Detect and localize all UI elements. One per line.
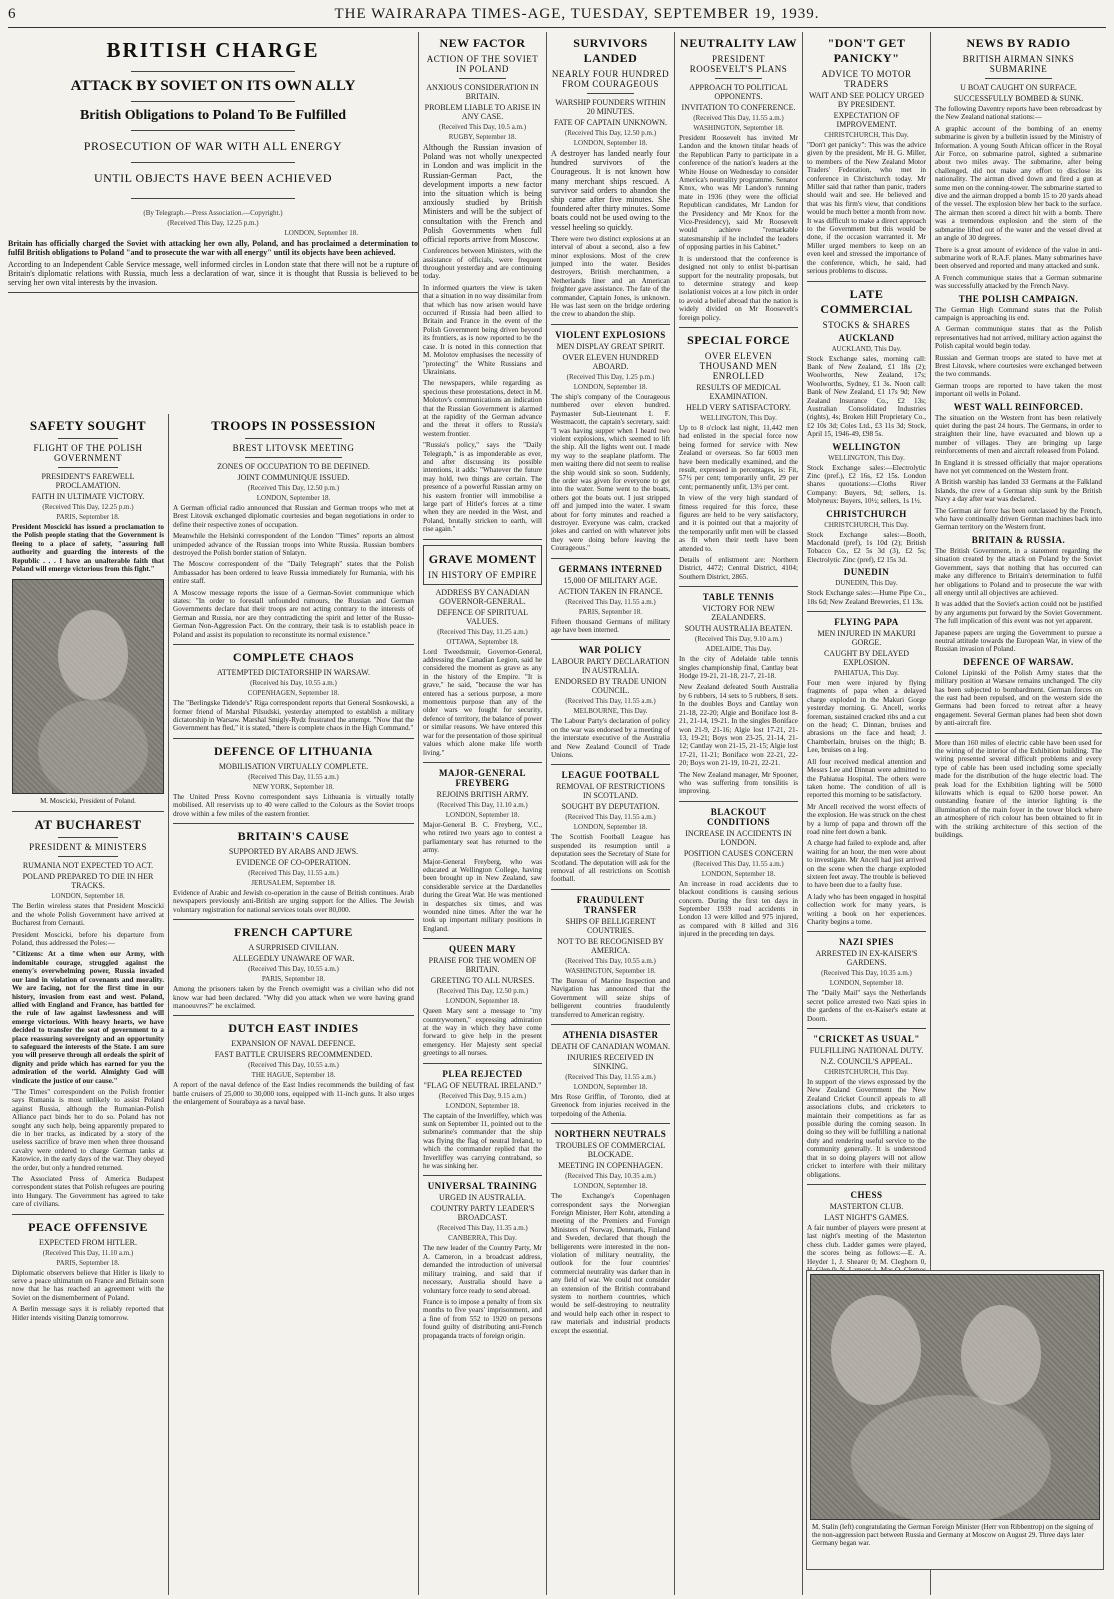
defence-warsaw-head: DEFENCE OF WARSAW. xyxy=(963,656,1074,667)
freyberg-headline: MAJOR-GENERAL FREYBERG xyxy=(439,767,526,788)
bucharest-headline: AT BUCHAREST xyxy=(34,817,142,833)
polish-campaign-head: THE POLISH CAMPAIGN. xyxy=(958,293,1079,304)
radio-body-14: It was added that the Soviet's action could not be justified by any arguments put forward by the Soviet Government. The full implication of this event was not yet apparent. xyxy=(935,600,1102,626)
christchurch-body: Stock Exchange sales:—Booth, Macdonald (pref), 1s 10d (2); British Tobacco Co., £2 5s 3d (3), £2 5s; Electrolytic Zinc (pref), £2 15s 3d. xyxy=(807,530,926,564)
chaos-headline: COMPLETE CHAOS xyxy=(232,650,355,665)
grave-dateline: OTTAWA, September 18. xyxy=(446,637,519,646)
lead-deck-3: PROSECUTION OF WAR WITH ALL ENERGY xyxy=(83,139,343,153)
radio-body-4: A French communique states that a German submarine was successfully attacked by the French Navy. xyxy=(935,273,1102,291)
violent-sub-1: MEN DISPLAY GREAT SPIRIT. xyxy=(556,341,665,351)
plea-received: (Received This Day, 9.15 a.m.) xyxy=(438,1091,527,1100)
radio-body-16: Colonel Lipinski of the Polish Army states that the military position at Warsaw remains unchanged. The city has been subjected to bombardment. German forces on the east had been repulsed, and on the western side the Germans had been forced to retreat after a heavy engagement. Several German planes had been shot down by anti-aircraft fire. xyxy=(935,668,1102,728)
bucharest-body-3: "Citizens: At a time when our Army, with indomitable courage, struggled against the enemy's overwhelming power, Russia invaded our land in violation of covenants and morality. We are facing, not for the first time in our history, invasion from east and west. Poland, allied with England and France, has battled for the rule of law against lawlessness and will emerge victorious. With heavy hearts, we have decided to transfer the seat of government to a place reassuring sovereignty and an opportunity to safeguard the interests of the State. I am sure you will preserve through all ordeals the spirit of dignity and pride which has earned for you the admiration of the world. Almighty God will vindicate the justice of our cause." xyxy=(12,950,164,1085)
auckland-body: Stock Exchange sales, morning call: Bank of New Zealand, £1 18s (2); Woolworths, New Zealand, 17s; Woolworths, Sydney, £1 3s. Noon call: Bank of New Zealand, £1 17s 9d; New Zealand Insurance Co., £2 13s; Australian Consolidated Industries (rights), 4s; Broken Hill Proprietary Co., £2 10s 3d; Coles Ltd., £3 11s 3d; Stock, April 15, 1946-49, £98 5s. xyxy=(807,354,926,439)
neutrality-sub-2: INVITATION TO CONFERENCE. xyxy=(681,103,796,112)
newspaper-title: THE WAIRARAPA TIMES-AGE, TUESDAY, SEPTEMBER 19, 1939. xyxy=(334,6,820,22)
french-capture-sub-2: ALLEGEDLY UNAWARE OF WAR. xyxy=(232,954,355,964)
grave-sub-2: DEFENCE OF SPIRITUAL VALUES. xyxy=(436,607,529,626)
troops-headline: TROOPS IN POSSESSION xyxy=(211,418,376,433)
bucharest-body-1: The Berlin wireless states that President Moscicki and the whole Polish Government have arrived at Bucharest from Cernauti. xyxy=(12,902,164,928)
commercial-headline: LATE COMMERCIAL xyxy=(820,286,913,316)
lithuania-sub: MOBILISATION VIRTUALLY COMPLETE. xyxy=(218,761,369,771)
left-block xyxy=(8,32,418,1595)
flying-body-3: Mr Ancell received the worst effects of the explosion. He was struck on the chest by a lump of papa and thrown off the road nine feet down a bank. xyxy=(807,802,926,836)
moscicki-caption: M. Moscicki, President of Poland. xyxy=(40,797,136,806)
lead-deck-2: British Obligations to Poland To Be Fulfilled xyxy=(79,108,347,123)
neutrality-body-2: It is understood that the conference is designed not only to enlist bi-partisan support for the neutrality proposals, but to determine strategy and keep isolationist voices at a low pitch in order to avoid a belief abroad that the nation is widely divided on Mr Roosevelt's foreign policy. xyxy=(679,254,798,322)
masthead xyxy=(8,6,1106,28)
violent-received: (Received This Day, 1.25 p.m.) xyxy=(566,372,655,381)
grave-box xyxy=(423,545,542,585)
northern-sub-1: TROUBLES OF COMMERCIAL BLOCKADE. xyxy=(555,1141,666,1160)
troops-body-3: The Moscow correspondent of the "Daily Telegraph" states that the Polish Ambassador has been ordered to leave Russia immediately for Rumania, with his entire staff. xyxy=(173,560,414,586)
safety-deck: FLIGHT OF THE POLISH GOVERNMENT xyxy=(33,443,143,463)
stalin-photo-block xyxy=(806,1270,1104,1570)
training-dateline: CANBERRA, This Day. xyxy=(448,1234,517,1243)
plea-headline: PLEA REJECTED xyxy=(442,1068,523,1079)
training-sub-2: COUNTRY PARTY LEADER'S BROADCAST. xyxy=(430,1204,535,1223)
new-factor-received: (Received This Day, 10.5 a.m.) xyxy=(438,123,527,131)
special-sub-1: RESULTS OF MEDICAL EXAMINATION. xyxy=(696,382,781,401)
cricket-sub-2: N.Z. COUNCIL'S APPEAL. xyxy=(820,1057,913,1067)
britains-cause-sub-2: EVIDENCE OF CO-OPERATION. xyxy=(236,857,351,867)
blackout-body: An increase in road accidents due to blackout conditions is causing serious concern. During the first ten days in September 1939 road accidents in London 13 were killed and 975 injured, as compared with 8 killed and 316 injured in the preceding ten days. xyxy=(679,879,798,939)
new-factor-body-2: Conferences between Ministers, with the assistance of officials, were frequent throughout yesterday and are continuing today. xyxy=(423,247,542,281)
plea-body: The captain of the Inverliffey, which was sunk on September 11, pointed out to the submarine's commander that the ship was flying the flag of neutral Ireland, to which the commander replied that the Inverliffey was carrying contraband, so he was sinking her. xyxy=(423,1111,542,1171)
bucharest-deck: PRESIDENT & MINISTERS xyxy=(29,842,147,853)
cricket-headline: "CRICKET AS USUAL" xyxy=(813,1034,920,1045)
war-policy-received: (Received This Day, 11.55 a.m.) xyxy=(565,697,656,706)
neutrality-headline: NEUTRALITY LAW xyxy=(680,36,797,50)
troops-deck: BREST LITOVSK MEETING xyxy=(232,443,355,453)
lead-para-2: According to an Independent Cable Service message, well informed circles in London state that there will not be a rupture of Britain's diplomatic relations with Russia, much less a declaration of war, since it is thought that Russia is believed to be serving her own vital interests by the invasion. xyxy=(8,260,418,287)
grave-received: (Received This Day, 11.25 a.m.) xyxy=(437,627,528,636)
peace-headline: PEACE OFFENSIVE xyxy=(28,1219,148,1234)
chess-headline: CHESS xyxy=(850,1189,883,1200)
radio-body-15: Japanese papers are urging the Government to pursue a neutral attitude towards the European War, in view of the Russian invasion of Poland. xyxy=(935,628,1102,654)
league-sub-2: SOUGHT BY DEPUTATION. xyxy=(561,802,660,812)
radio-sub-2: SUCCESSFULLY BOMBED & SUNK. xyxy=(953,94,1084,103)
radio-body-12: The German air force has been outclassed by the French, who have continually driven German machines back into German territory on the Western front. xyxy=(935,506,1102,532)
germans-body: Fifteen thousand Germans of military age have been interned. xyxy=(551,617,670,635)
radio-body-9: The situation on the Western front has been relatively quiet during the past 24 hours. The Germans, in order to straighten their line, have evacuated and blown up a number of villages. They are bringing up large reinforcements of men and aircraft released from Poland. xyxy=(935,413,1102,456)
war-policy-sub-2: ENDORSED BY TRADE UNION COUNCIL. xyxy=(554,677,667,696)
flying-sub-1: MEN INJURED IN MAKURI GORGE. xyxy=(817,629,916,648)
troops-received: (Received This Day, 12.50 p.m.) xyxy=(247,484,340,492)
chess-sub-2: LAST NIGHT'S GAMES. xyxy=(824,1212,909,1222)
radio-body-6: A German communique states that as the Polish representatives had not arrived, military action against the Polish capital would begin today. xyxy=(935,325,1102,351)
special-headline: SPECIAL FORCE xyxy=(687,332,790,347)
lithuania-headline: DEFENCE OF LITHUANIA xyxy=(214,743,373,758)
flying-body-4: A charge had failed to explode and, after waiting for an hour, the men were about to investigate. Mr Ancell had just arrived on the scene when the charge exploded sixteen feet away. The trouble is believed to have been due to a faulty fuse. xyxy=(807,839,926,890)
bucharest-body-4: "The Times" correspondent on the Polish frontier says Rumania is most unlikely to assist Poland against Russia, although the Rumanian-Polish Alliance pact binds her to do so. Poland has not sought any such help, being apparently prepared to die in her tracks, as indicated by a story of the useless sacrifice of brave men when three thousand cavalry were ordered to charge German tanks at Katowice, in the early days of the war. They obeyed the order, but only a hundred returned. xyxy=(12,1087,164,1172)
war-policy-headline: WAR POLICY xyxy=(578,645,643,656)
stalin-caption: M. Stalin (left) congratulating the German Foreign Minister (Herr von Ribbentrop) on the signing of the non-aggression pact between Russia and Germany at Moscow on August 29. Three days later Germany began war. xyxy=(812,1523,1094,1547)
nazi-received: (Received This Day, 10.35 a.m.) xyxy=(821,969,912,978)
blackout-sub-1: INCREASE IN ACCIDENTS IN LONDON. xyxy=(685,828,792,847)
dunedin-head: DUNEDIN xyxy=(843,567,890,578)
lead-deck-4: UNTIL OBJECTS HAVE BEEN ACHIEVED xyxy=(94,171,332,185)
grave-deck: IN HISTORY OF EMPIRE xyxy=(428,569,537,580)
britain-russia-head: BRITAIN & RUSSIA. xyxy=(971,534,1066,545)
athenia-headline: ATHENIA DISASTER xyxy=(562,1029,659,1040)
radio-body-8: German troops are reported to have taken the most important oil wells in Poland. xyxy=(935,381,1102,399)
safety-headline: SAFETY SOUGHT xyxy=(29,418,147,433)
northern-received: (Received This Day, 10.35 a.m.) xyxy=(565,1172,656,1181)
queen-received: (Received This Day, 12.50 p.m.) xyxy=(436,987,529,996)
tennis-dateline: ADELAIDE, This Day. xyxy=(705,645,772,654)
lead-dateline: LONDON, September 18. xyxy=(284,229,358,237)
flying-headline: FLYING PAPA xyxy=(834,617,899,628)
new-factor-body-4: The newspapers, while regarding as specious these protestations, detect in M. Molotov's communications an indication that the Russian Government is alarmed at the rapidity of the German advance and the threat it offers to Russia's western frontier. xyxy=(423,379,542,438)
freyberg-deck: REJOINS BRITISH ARMY. xyxy=(436,789,529,799)
radio-body-17: More than 160 miles of electric cable have been used for the wiring of the interior of the Exhibition building. The wiring presented several difficult problems and every type of cable has been used including some specially made for the distribution of the huge electric load. The peak load for the Exhibition lighting will be 5000 kilowatts which is equal to 6200 horse power. An outstanding feature of the interior lighting is the illumination of the main foyer in the tower block where an atmosphere of rich colour has been obtained to fit in with the striking architecture of this section of the buildings. xyxy=(935,738,1102,840)
page-number: 6 xyxy=(8,6,16,22)
peace-body-1: Diplomatic observers believe that Hitler is likely to serve a peace ultimatum on France and Britain soon now that he has reached an agreement with the Soviet on the dismemberment of Poland. xyxy=(12,1268,164,1302)
survivors-received: (Received This Day, 12.50 p.m.) xyxy=(564,129,657,137)
lithuania-received: (Received This Day, 11.55 a.m.) xyxy=(248,772,339,781)
dutch-dateline: THE HAGUE, September 18. xyxy=(251,1071,336,1080)
britains-cause-body: Evidence of Arabic and Jewish co-operation in the cause of British continues. Arab newspapers previously anti-British are urging support for the Allies. The Jewish voluntary registration for national services totals over 80,000. xyxy=(173,888,414,914)
chaos-received: (Received his Day, 10.55 a.m.) xyxy=(250,679,337,688)
chaos-sub: ATTEMPTED DICTATORSHIP IN WARSAW. xyxy=(217,668,370,678)
radio-body-10: In England it is stressed officially that major operations have not yet commenced on the Western front. xyxy=(935,458,1102,476)
dont-panic-body: "Don't get panicky": This was the advice given by the president, Mr H. G. Miller, to members of the New Zealand Motor Traders' Federation, who met in conference in Christchurch today. Mr Miller said that rather than panic, traders should wait and see. He believed and that was his firm's view, that conditions would be much better a month from now. It was difficult to make a direct approach to the Government but this would be done, if the occasion warranted it. Mr Miller urged members to keep on an even keel and stressed the importance of the conference, which, he said, had serious problems to discuss. xyxy=(807,141,926,276)
plea-sub: "FLAG OF NEUTRAL IRELAND." xyxy=(423,1080,542,1090)
plea-dateline: LONDON, September 18. xyxy=(445,1101,520,1110)
dutch-sub-1: EXPANSION OF NAVAL DEFENCE. xyxy=(231,1039,356,1049)
new-factor-body-3: In informed quarters the view is taken that a situation in no way dissimilar from that which has now arisen would have occurred if Russia had been allied to Britain and France in the event of the Polish Government being driven beyond its frontiers, as is now reported to be the case. It is noted in this connection that M. Molotov emphasises the necessity of "protecting" the White Russians and Ukrainians. xyxy=(423,283,542,376)
bucharest-body-5: The Associated Press of America Budapest correspondent states that Polish refugees are pouring into Hungary. The Government has agreed to take care of civilians. xyxy=(12,1175,164,1209)
cricket-body: In support of the views expressed by the New Zealand Government the New Zealand Cricket Council appeals to all associations clubs, and cricketers to maintain their competitions as far as possible during the coming season. In doing so they will be fulfilling a national duty and rendering useful service to the community generally. It is understood that in so doing players will not allow cricket to interfere with their military obligations. xyxy=(807,1078,926,1179)
lithuania-dateline: NEW YORK, September 18. xyxy=(252,782,335,791)
radio-body-2: A graphic account of the bombing of an enemy submarine is given by a bulletin issued by the Ministry of Information. A young South African officer in the Royal Air Force, on submarine patrol, sighted a submarine about two miles away. The submarine, after being challenged, did not make any effort to disclose its nationality. The airman dived down and fired a gun at some men on the conning-tower. The submarine started to dive and the airman dropped a bomb 15 to 20 yards ahead of the vessel. The explosion blew her back to the surface. The airman then scored a direct hit with a bomb. There was a tremendous explosion and the stern of the submarine lifted out of the water and the vessel dived at an angle of 30 degrees. xyxy=(935,124,1102,243)
neutrality-deck: PRESIDENT ROOSEVELT'S PLANS xyxy=(689,54,788,74)
league-received: (Received This Day, 11.55 a.m.) xyxy=(565,813,656,822)
special-body-2: In view of the very high standard of fitness required for this force, these figures are held to be very satisfactory, and it is pointed out that a majority of the temporarily unfit men will be classed as fit when their teeth have been attended to. xyxy=(679,494,798,553)
radio-headline: NEWS BY RADIO xyxy=(966,36,1071,50)
french-capture-body: Among the prisoners taken by the French overnight was a civilian who did not know war had been declared. "Why did you attack when we were having grand manoeuvres?" he exclaimed. xyxy=(173,985,414,1010)
war-policy-sub-1: LABOUR PARTY DECLARATION IN AUSTRALIA. xyxy=(551,657,670,676)
lead-byline: (By Telegraph.—Press Association.—Copyright.) xyxy=(143,209,283,217)
troops-sub-2: JOINT COMMUNIQUE ISSUED. xyxy=(237,473,350,482)
lead-para-1: Britain has officially charged the Soviet with attacking her own ally, Poland, and has proclaimed a determination to fulfil British obligations to Poland "and to prosecute the war with all energy" until its objects have been achieved. xyxy=(8,239,418,257)
stalin-photo xyxy=(810,1274,1100,1520)
christchurch-head: CHRISTCHURCH xyxy=(826,508,907,519)
left-lower xyxy=(8,414,418,1595)
column-5 xyxy=(674,32,802,1595)
special-deck: OVER ELEVEN THOUSAND MEN ENROLLED xyxy=(699,350,778,381)
blackout-dateline: LONDON, September 18. xyxy=(701,869,776,878)
column-4 xyxy=(546,32,674,1595)
germans-dateline: PARIS, September 18. xyxy=(578,607,643,616)
dutch-sub-2: FAST BATTLE CRUISERS RECOMMENDED. xyxy=(214,1050,373,1060)
new-factor-deck: ACTION OF THE SOVIET IN POLAND xyxy=(426,54,539,74)
northern-sub-2: MEETING IN COPENHAGEN. xyxy=(558,1161,663,1171)
violent-dateline: LONDON, September 18. xyxy=(573,382,648,391)
special-dateline: WELLINGTON, This Day. xyxy=(700,413,777,422)
safety-sub-2: FAITH IN ULTIMATE VICTORY. xyxy=(31,492,145,501)
peace-dateline: PARIS, September 18. xyxy=(56,1258,120,1267)
tennis-headline: TABLE TENNIS xyxy=(702,592,775,603)
new-factor-dateline: RUGBY, September 18. xyxy=(448,133,517,141)
cricket-dateline: CHRISTCHURCH, This Day. xyxy=(824,1068,909,1077)
radio-deck: BRITISH AIRMAN SINKS SUBMARINE xyxy=(962,54,1075,74)
radio-body-13: The British Government, in a statement regarding the situation created by the attack on Poland by the Soviet Government, says that nothing that has occurred can make any difference to Britain's determination to fulfil her obligations to Poland and to prosecute the war with all energy until all objectives are achieved. xyxy=(935,546,1102,597)
survivors-sub-2: FATE OF CAPTAIN UNKNOWN. xyxy=(554,118,667,127)
safety-body: President Moscicki has issued a proclamation to the Polish people stating that the Government is fleeing to a place of safety, "assuring full authority and guarding the interests of the Republic . . . I have an unalterable faith that Poland will emerge victorious from this fight." xyxy=(12,523,164,574)
northern-body: The Exchange's Copenhagen correspondent says the Norwegian Foreign Minister, Herr Koht, attending a meeting of the Premiers and Foreign Ministers of Norway, Denmark, Finland and Sweden, declared that though the belligerents were interested in the non-violation of military neutrality, the outlook for the four countries' commercial neutrality was darker than in any field of war. We could not consider an extension of the British contraband system to northern countries, which would be self-destroying to neutrality and would help each other in respect to raw materials and industrial products except the essential. xyxy=(551,1192,670,1335)
tennis-sub-1: VICTORY FOR NEW ZEALANDERS. xyxy=(702,604,775,623)
nazi-body: The "Daily Mail" says the Netherlands secret police arrested two Nazi spies in the gardens of the ex-Kaiser's estate at Doorn. xyxy=(807,989,926,1023)
wellington-head: WELLINGTON xyxy=(832,441,901,452)
peace-body-2: A Berlin message says it is reliably reported that Hitler intends visiting Danzig tomorrow. xyxy=(12,1305,164,1322)
bucharest-body-2: President Moscicki, before his departure from Poland, thus addressed the Poles:— xyxy=(12,930,164,948)
new-factor-body-5: "Russia's policy," says the "Daily Telegraph," is as imponderable as ever, and after discussing its possible intentions, it adds: "Whatever the future may hold, two things are certain. The presence of a powerful Russian army on his eastern frontier will immobilise a large part of Hitler's forces at a time when they are needed in the West, and Poland, brutally stricken to earth, will rise again." xyxy=(423,441,542,534)
column-2 xyxy=(168,414,418,1595)
peace-received: (Received This Day, 11.10 a.m.) xyxy=(42,1248,134,1257)
war-policy-body: The Labour Party's declaration of policy on the war was endorsed by a meeting of the interstate executive of the Australia and New Zealand Council of Trade Unions. xyxy=(551,717,670,760)
dont-panic-sub-2: EXPECTATION OF IMPROVEMENT. xyxy=(833,111,900,129)
dont-panic-sub-1: WAIT AND SEE POLICY URGED BY PRESIDENT. xyxy=(808,91,925,109)
training-body-1: The new leader of the Country Party, Mr A. Cameron, in a broadcast address, demanded the introduction of universal military training, and said that if necessary, Australia should have a voluntary force ready to send abroad. xyxy=(423,1244,542,1295)
radio-body-7: Russian and German troops are stated to have met at Brest Litovsk, where courtesies were exchanged between the two commands. xyxy=(935,353,1102,379)
cricket-sub-1: FULFILLING NATIONAL DUTY. xyxy=(809,1046,924,1056)
fraudulent-sub-1: SHIPS OF BELLIGERENT COUNTRIES. xyxy=(565,916,656,935)
fraudulent-sub-2: NOT TO BE RECOGNISED BY AMERICA. xyxy=(557,936,664,955)
troops-sub-1: ZONES OF OCCUPATION TO BE DEFINED. xyxy=(217,462,370,471)
special-body-1: Up to 8 o'clock last night, 11,442 men had enlisted in the special force now being formed for service with New Zealand or overseas. So far 6003 men have been medically examined, and the result, expressed in percentages, is: Fit, 57½ per cent; temporarily unfit, 29 per cent; permanently unfit, 13½ per cent. xyxy=(679,423,798,491)
freyberg-dateline: LONDON, September 18. xyxy=(445,810,520,819)
flying-body-1: Four men were injured by flying fragments of papa when a delayed charge exploded in the Makuri Gorge yesterday morning. G. Ancell, works foreman, sustained cracked ribs and a cut on the head; C. Dinnan, bruises and abrasions on the face and head; J. Chamberlain, bruises on the thigh; B. Lee, bruises on a leg. xyxy=(807,679,926,755)
britains-cause-headline: BRITAIN'S CAUSE xyxy=(237,828,350,843)
dont-panic-dateline: CHRISTCHURCH, This Day. xyxy=(824,131,909,139)
french-capture-dateline: PARIS, September 18. xyxy=(261,975,326,984)
wellington-body: Stock Exchange sales:—Electrolytic Zinc (pref.), £2 16s, £2 15s. London shares quotations:—Cloths River Company: Buyers, 9d; sellers, 1s. Molyneux: Buyers, 10½; sellers, 1s 1½. xyxy=(807,463,926,506)
troops-body-4: A Moscow message reports the issue of a German-Soviet communique which states: "In order to forestall unfounded rumours, the Russian and German Governments declare that their troops are not acting contrary to the interests of German and Russia, nor are they contradicting the spirit and letter of the Russo-German Non-Aggression Pact. On the contrary, their task is to establish peace in Poland and assist its population to reconstitute its normal existence." xyxy=(173,588,414,639)
auckland-dateline: AUCKLAND, This Day. xyxy=(831,344,902,353)
violent-sub-2: OVER ELEVEN HUNDRED ABOARD. xyxy=(562,352,659,371)
germans-sub-1: 15,000 OF MILITARY AGE. xyxy=(563,575,658,585)
dutch-received: (Received This Day, 10.55 a.m.) xyxy=(248,1061,339,1070)
queen-sub-1: PRAISE FOR THE WOMEN OF BRITAIN. xyxy=(428,956,537,975)
germans-headline: GERMANS INTERNED xyxy=(558,563,663,574)
northern-headline: NORTHERN NEUTRALS xyxy=(554,1129,667,1140)
special-body-3: Details of enlistment are: Northern District, 4472; Central District, 4104; Southern District, 2865. xyxy=(679,556,798,581)
northern-dateline: LONDON, September 18. xyxy=(573,1182,648,1191)
neutrality-sub-1: APPROACH TO POLITICAL OPPONENTS. xyxy=(689,83,788,101)
grave-headline: GRAVE MOMENT xyxy=(428,551,537,566)
violent-headline: VIOLENT EXPLOSIONS xyxy=(555,329,666,340)
safety-dateline: PARIS, September 18. xyxy=(56,513,120,521)
survivors-deck: NEARLY FOUR HUNDRED FROM COURAGEOUS xyxy=(551,69,670,89)
training-sub-1: URGED IN AUSTRALIA. xyxy=(439,1193,526,1203)
survivors-sub-1: WARSHIP FOUNDERS WITHIN 20 MINUTES. xyxy=(555,98,666,116)
new-factor-sub-1: ANXIOUS CONSIDERATION IN BRITAIN. xyxy=(426,83,539,101)
survivors-body-1: A destroyer has landed nearly four hundred survivors of the Courageous. It is not known how many merchant ships rescued. A survivor said orders to abandon the ship came after five minutes. She foundered after thirty minutes. Some boats could not be used owing to the vessel heeling so quickly. xyxy=(551,149,670,232)
radio-body-3: There is a great amount of evidence of the value in anti-submarine work of R.A.F. planes. Many submarines have been observed and reported and many attacked and sunk. xyxy=(935,245,1102,271)
athenia-dateline: LONDON, September 18. xyxy=(573,1082,648,1091)
neutrality-received: (Received This Day, 11.55 a.m.) xyxy=(693,114,784,122)
radio-body-11: A British warship has landed 33 Germans at the Falkland Islands, the crew of a German ship sunk by the British Navy a day after war was declared. xyxy=(935,478,1102,504)
survivors-headline: SURVIVORS LANDED xyxy=(573,36,648,65)
french-capture-received: (Received This Day, 10.55 a.m.) xyxy=(248,965,339,974)
dutch-headline: DUTCH EAST INDIES xyxy=(228,1021,359,1036)
queen-body: Queen Mary sent a message to "my countrywomen," expressing admiration at the way in which they have come forward to give help in the present emergency. Her Majesty sent special greetings to all nurses. xyxy=(423,1007,542,1058)
chess-sub-1: MASTERTON CLUB. xyxy=(829,1201,904,1211)
flying-body-5: A lady who has been engaged in hospital collection work for many years, is writing a book on her experiences. Charity begins a tome. xyxy=(807,892,926,926)
germans-received: (Received This Day, 11.55 a.m.) xyxy=(565,597,656,606)
nazi-dateline: LONDON, September 18. xyxy=(829,979,904,988)
athenia-sub-2: INJURIES RECEIVED IN SINKING. xyxy=(567,1052,654,1071)
blackout-sub-2: POSITION CAUSES CONCERN xyxy=(683,848,794,858)
neutrality-body-1: President Roosevelt has invited Mr Landon and the known titular heads of the Republican Party to participate in a conference of the nation's leaders at the White House on Wednesday to consider America's neutrality programme. Senator Knox, who was Mr Landon's running mate in 1936 (they were the official Republican candidates, Mr Landon for the Presidency and Mr Knox for the Vice-Presidency), said Mr Roosevelt would achieve "remarkable statesmanship if he included the leaders of opposing parties in his Cabinet." xyxy=(679,134,798,252)
radio-sub-1: U BOAT CAUGHT ON SURFACE. xyxy=(960,83,1077,92)
new-factor-headline: NEW FACTOR xyxy=(439,36,526,50)
fraudulent-headline: FRAUDULENT TRANSFER xyxy=(576,894,645,915)
special-sub-2: HELD VERY SATISFACTORY. xyxy=(686,402,791,412)
dunedin-body: Stock Exchange sales:—Hume Pipe Co., 18s 6d; New Zealand Breweries, £1 13s. xyxy=(807,589,926,606)
flying-body-2: All four received medical attention and Messrs Lee and Dinnan were admitted to the Pahiatua Hospital. The others were taken home. The condition of all is reported this morning to be satisfactory. xyxy=(807,757,926,800)
safety-received: (Received This Day, 12.25 p.m.) xyxy=(42,503,134,511)
lead-deck-1: ATTACK BY SOVIET ON ITS OWN ALLY xyxy=(70,78,356,94)
auckland-head: AUCKLAND xyxy=(838,332,895,343)
chaos-body: The "Berlingske Tidende's" Riga correspondent reports that General Sosnkowski, a former friend of Marshal Pilsudski, yesterday attempted to establish a military dictatorship in Warsaw. Marshal Smigly-Rydz frustrated the attempt. "Now that the Government has fled," it is stated, "there is complete chaos in the High Command." xyxy=(173,699,414,733)
freyberg-body-1: Major-General B. C. Freyberg, V.C., who retired two years ago to contest a parliamentary seat has returned to the army. xyxy=(423,820,542,855)
tennis-body-2: New Zealand defeated South Australia by 6 rubbers, 14 sets to 5 rubbers, 8 sets. In the doubles Boys and Cantlay won 21-18, 22-20; Algie and Boniface lost 8-21, 21-14, 19-21. In the singles Boniface won 21-9, 21-16; Algie lost 17-21, 21-13, 19-21; Boys won 23-25, 21-14, 21-12; Cantlay won 21-15, 21-15; Algie lost 17-21, 11-21; Boniface won 22-21, 22-20; Boys won 21-19, 10-21, 22-21. xyxy=(679,683,798,768)
freyberg-body-2: Major-General Freyberg, who was educated at Wellington College, having been brought up in New Zealand, saw considerable service at the Dardanelles during the Great War. He was mentioned in despatches six times, and was wounded nine times. After the war he took up important military positions in England. xyxy=(423,857,542,933)
survivors-dateline: LONDON, September 18. xyxy=(573,139,648,147)
new-factor-sub-2: PROBLEM LIABLE TO ARISE IN ANY CASE. xyxy=(424,103,541,121)
blackout-headline: BLACKOUT CONDITIONS xyxy=(706,806,770,827)
league-body: The Scottish Football League has suspended its resumption until a deputation sees the Secretary of State for Scotland. The deputation will ask for the removal of all restrictions on Scottish football. xyxy=(551,833,670,884)
fraudulent-body: The Bureau of Marine Inspection and Navigation has announced that the Government will seize ships of belligerent countries fraudulently transferred to American registry. xyxy=(551,976,670,1019)
nazi-headline: NAZI SPIES xyxy=(839,937,894,948)
safety-sub-1: PRESIDENT'S FAREWELL PROCLAMATION. xyxy=(41,472,135,490)
league-headline: LEAGUE FOOTBALL xyxy=(561,770,660,781)
column-1 xyxy=(8,414,168,1595)
tennis-sub-2: SOUTH AUSTRALIA BEATEN. xyxy=(684,624,793,634)
dutch-body: A report of the naval defence of the East Indies recommends the building of fast battle cruisers of 25,000 to 30,000 tons, equipped with 11-inch guns. It also urges the enlargement of Sourabaya as a naval base. xyxy=(173,1081,414,1107)
germans-sub-2: ACTION TAKEN IN FRANCE. xyxy=(558,586,663,596)
dunedin-dateline: DUNEDIN, This Day. xyxy=(835,579,898,588)
war-policy-dateline: MELBOURNE, This Day. xyxy=(573,707,648,716)
nazi-sub-1: ARRESTED IN EX-KAISER'S GARDENS. xyxy=(815,949,918,968)
french-capture-headline: FRENCH CAPTURE xyxy=(234,925,353,940)
peace-sub: EXPECTED FROM HITLER. xyxy=(39,1237,137,1247)
dont-panic-headline: "DON'T GET PANICKY" xyxy=(827,36,906,65)
britains-cause-dateline: JERUSALEM, September 18. xyxy=(251,878,336,887)
freyberg-received: (Received This Day, 11.10 a.m.) xyxy=(437,800,528,809)
column-3 xyxy=(418,32,546,1595)
grave-body: Lord Tweedsmuir, Governor-General, addressing the Canadian Legion, said he considered the moment as grave as any in the history of the Empire. "It is grave," he said, "because the war has entered has a serious purpose, a more momentous purpose than any of the older wars we fought for security, defence of territory, the balance of power or similar reasons. We have entered this war for the presentation of those spiritual values which alone make life worth living." xyxy=(423,647,542,757)
blackout-received: (Received This Day, 11.55 a.m.) xyxy=(693,859,784,868)
bucharest-sub-2: POLAND PREPARED TO DIE IN HER TRACKS. xyxy=(22,872,154,891)
survivors-body-2: There were two distinct explosions at an interval of about a second, also a few minor explosions. Most of the crew jumped into the water. Besides destroyers, British merchantmen, a Netherlands liner and an American freighter gave assistance. The fate of the commander, Captain Jones, is unknown. He was last seen on the bridge ordering the crew to abandon the ship. xyxy=(551,234,670,319)
new-factor-body-1: Although the Russian invasion of Poland was not wholly unexpected in London and was implicit in the Russian-German Pact, the development imports a new factor into the situation which is being anxiously studied by British Ministers and will be the subject of consultation with the French and Polish Governments when full official reports arrive from Moscow. xyxy=(423,143,542,245)
french-capture-sub-1: A SURPRISED CIVILIAN. xyxy=(248,943,339,953)
britains-cause-sub-1: SUPPORTED BY ARABS AND JEWS. xyxy=(228,846,359,856)
christchurch-dateline: CHRISTCHURCH, This Day. xyxy=(824,520,909,529)
queen-sub-2: GREETING TO ALL NURSES. xyxy=(430,976,535,986)
athenia-sub-1: DEATH OF CANADIAN WOMAN. xyxy=(551,1041,670,1051)
neutrality-dateline: WASHINGTON, September 18. xyxy=(693,124,784,132)
fraudulent-received: (Received This Day, 10.55 a.m.) xyxy=(565,956,656,965)
troops-body-1: A German official radio announced that Russian and German troops who met at Brest Litovsk exchanged diplomatic courtesies and began negotiations in order to define their respective zones of occupation. xyxy=(173,504,414,529)
bucharest-dateline: LONDON, September 18. xyxy=(51,892,125,901)
bucharest-sub-1: RUMANIA NOT EXPECTED TO ACT. xyxy=(22,861,154,871)
troops-body-2: Meanwhile the Helsinki correspondent of the London "Times" reports an almost unimpeded advance of the Russian troops into White Russia. Russian bombers destroyed the Polish border station of Snlatyn. xyxy=(173,532,414,558)
radio-body-1: The following Daventry reports have been rebroadcast by the New Zealand national stations:— xyxy=(935,105,1102,122)
flying-dateline: PAHIATUA, This Day. xyxy=(834,669,899,678)
athenia-body: Mrs Rose Griffin, of Toronto, died at Greenock from injuries received in the torpedoing of the Athenia. xyxy=(551,1092,670,1118)
wellington-dateline: WELLINGTON, This Day. xyxy=(828,453,905,462)
league-sub-1: REMOVAL OF RESTRICTIONS IN SCOTLAND. xyxy=(556,782,665,801)
moscicki-photo xyxy=(12,579,164,794)
lead-article xyxy=(8,32,418,298)
chess-body: A fair number of players were present at last night's meeting of the Masterton chess club. Ladder games were played, the scores being as follows:—E. A. Heyder 1, J. Shearer 0; M. Cleghorn 0, xyxy=(807,1223,926,1266)
lead-headline: BRITISH CHARGE xyxy=(106,38,320,62)
training-headline: UNIVERSAL TRAINING xyxy=(427,1181,538,1192)
britains-cause-received: (Received This Day, 11.55 a.m.) xyxy=(248,868,339,877)
lithuania-body: The United Press Kovno correspondent says Lithuania is virtually totally mobilised. All reservists up to 40 were called to the Colours as the Soviet troops drove within a few miles of the eastern frontier. xyxy=(173,792,414,818)
troops-dateline: LONDON, September 18. xyxy=(256,494,331,502)
radio-body-5: The German High Command states that the Polish campaign is approaching its end. xyxy=(935,305,1102,322)
training-body-2: France is to impose a penalty of from six months to five years' imprisonment, and a fine of from 552 to 1920 on persons found guilty of distributing anti-French propaganda tracts of foreign origin. xyxy=(423,1297,542,1340)
grave-sub-1: ADDRESS BY CANADIAN GOVERNOR-GENERAL. xyxy=(435,587,530,606)
tennis-body-1: In the city of Adelaide table tennis singles championship final, Cantlay beat Hodge 19-21, 21-18, 21-7, 21-18. xyxy=(679,655,798,681)
chaos-dateline: COPENHAGEN, September 18. xyxy=(247,689,340,698)
tennis-body-3: The New Zealand manager, Mr Spooner, who was suffering from tonsilitis is improving. xyxy=(679,770,798,796)
flying-sub-2: CAUGHT BY DELAYED EXPLOSION. xyxy=(823,649,910,668)
violent-body: The ship's company of the Courageous numbered over eleven hundred. Paymaster Sub-Lieutenant I. F. Westmacott, the captain's secretary, said: "I was having supper when I heard two violent explosions, which seemed to lift the ship. All the lights went out. I made my way to the seaplane platform. The men waiting there did not seem to realise the ship would sink so soon. Suddenly, the order was given for everyone to get into the water. Some went to the boats, others got the boats out. I just stripped off and jumped into the water. I swam about for forty minutes and reached a destroyer. Everyone was calm, cracked jokes and carried on with whatever jobs they were doing before leaving the Courageous." xyxy=(551,392,670,553)
queen-dateline: LONDON, September 18. xyxy=(445,997,520,1006)
dont-panic-deck: ADVICE TO MOTOR TRADERS xyxy=(821,69,912,89)
queen-headline: QUEEN MARY xyxy=(449,944,516,955)
fraudulent-dateline: WASHINGTON, September 18. xyxy=(565,966,656,975)
training-received: (Received This Day, 11.35 a.m.) xyxy=(437,1224,528,1233)
commercial-deck: STOCKS & SHARES xyxy=(822,319,911,330)
league-dateline: LONDON, September 18. xyxy=(573,823,648,832)
athenia-received: (Received This Day, 11.55 a.m.) xyxy=(565,1072,656,1081)
tennis-received: (Received This Day, 9.10 a.m.) xyxy=(694,635,783,644)
lead-received: (Received This Day, 12.25 p.m.) xyxy=(167,219,259,227)
west-wall-head: WEST WALL REINFORCED. xyxy=(953,401,1084,412)
